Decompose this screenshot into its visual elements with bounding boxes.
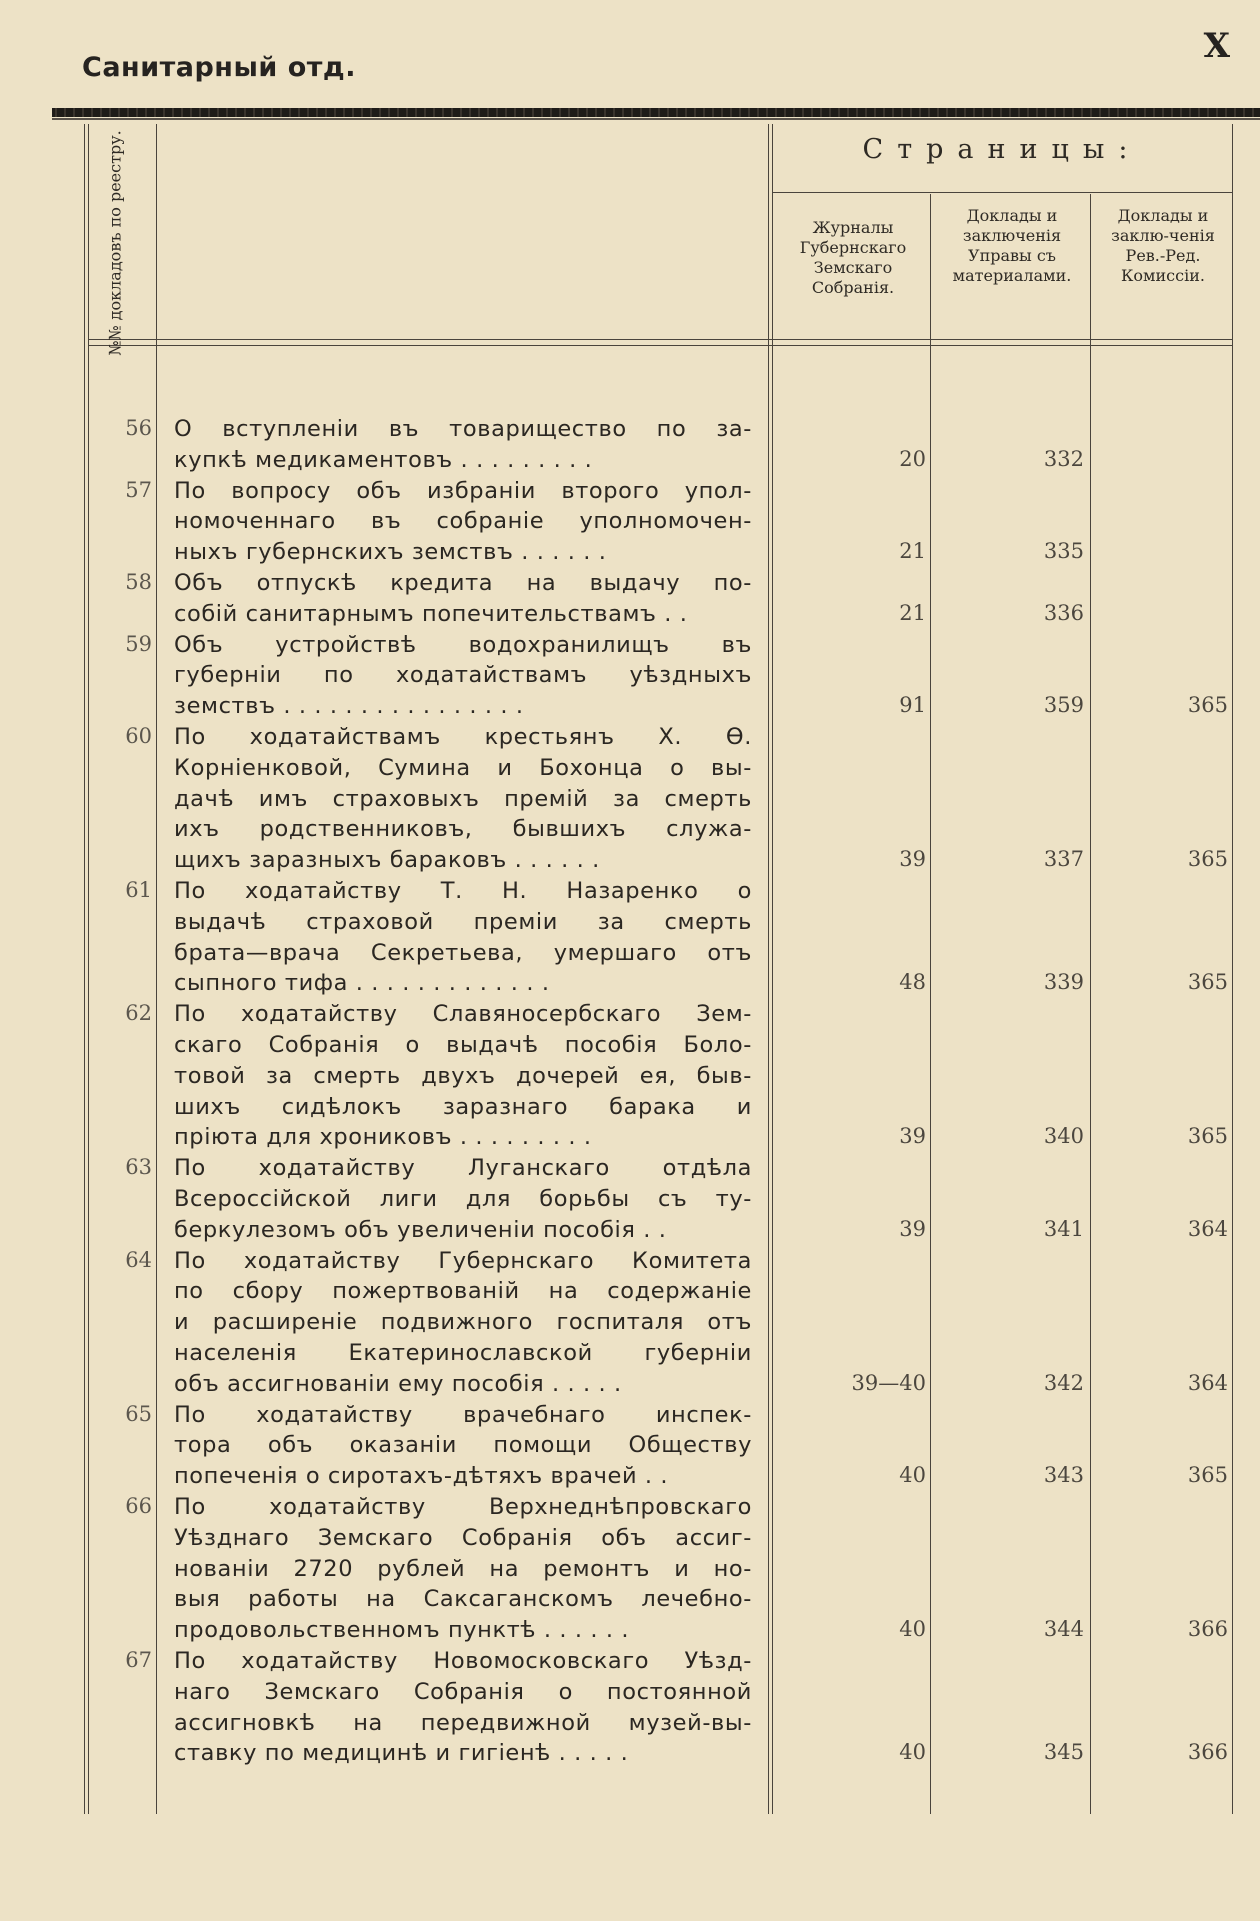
- row-number: 57: [125, 477, 152, 502]
- col-number-label: №№ докладовъ по реестру.: [106, 130, 125, 356]
- row-number: 65: [125, 1401, 152, 1426]
- row-title-line: сыпного тифа . . . . . . . . . . . . .: [174, 970, 550, 997]
- page-report: 337: [1043, 847, 1084, 872]
- row-title-line: По ходатайству Луганскаго отдѣла: [174, 1155, 752, 1182]
- row-title-line: О вступленіи въ товарищество по за-: [174, 416, 752, 442]
- row-title-line: По ходатайствамъ крестьянъ Х. Ѳ.: [174, 724, 752, 750]
- row-title-line: Уѣзднаго Земскаго Собранія объ ассиг-: [174, 1524, 752, 1551]
- page-journal: 40: [899, 1617, 926, 1642]
- row-title: [174, 999, 752, 1153]
- page-journal: 40: [899, 1463, 926, 1488]
- header-pages-title: Страницы:: [862, 134, 1142, 165]
- row-title-line: По ходатайству врачебнаго инспек-: [174, 1401, 752, 1428]
- page-commission: 365: [1187, 693, 1228, 718]
- row-title-line: ассигновкѣ на передвижной музей-вы-: [174, 1709, 752, 1736]
- page-journal: 91: [899, 693, 926, 718]
- page-journal: 39: [899, 847, 926, 872]
- row-title-line: Объ отпускѣ кредита на выдачу по-: [174, 570, 752, 596]
- page-report: 342: [1043, 1370, 1084, 1395]
- header-col-reports: Доклады и заключенія Управы съ материалами.: [952, 206, 1072, 285]
- row-number: 66: [125, 1494, 152, 1518]
- row-title-line: товой за смерть двухъ дочерей ея, быв-: [174, 1062, 752, 1089]
- page-commission: 366: [1187, 1617, 1228, 1642]
- header-col-commission: Доклады и заклю-ченія Рев.-Ред. Комиссіи.: [1111, 206, 1215, 285]
- page-report: 335: [1043, 539, 1084, 564]
- page-report: 339: [1043, 970, 1084, 995]
- row-title-line: По ходатайству Верхнеднѣпровскаго: [174, 1494, 752, 1520]
- row-number: 58: [125, 570, 152, 594]
- row-title: [174, 1492, 752, 1646]
- section-title: Санитарный отд.: [82, 52, 356, 83]
- row-title: [174, 722, 752, 876]
- page-number: X: [1203, 26, 1230, 66]
- page-journal: 20: [899, 446, 926, 471]
- row-title-line: шихъ сидѣлокъ заразнаго барака и: [174, 1093, 752, 1120]
- page-commission: 365: [1187, 970, 1228, 995]
- row-title-line: ихъ родственниковъ, бывшихъ служа-: [174, 816, 752, 843]
- row-title-line: и расширеніе подвижного госпиталя отъ: [174, 1309, 752, 1336]
- page-report: 343: [1043, 1463, 1084, 1488]
- page-report: 340: [1043, 1124, 1084, 1149]
- row-title-line: ставку по медицинѣ и гигіенѣ . . . . .: [174, 1740, 629, 1767]
- row-title-line: брата—врача Секретьева, умершаго отъ: [174, 939, 752, 966]
- page-journal: 21: [899, 600, 926, 625]
- header-col-journals: Журналы Губернскаго Земскаго Собранія.: [799, 218, 907, 297]
- row-title-line: По ходатайству Славяносербскаго Зем-: [174, 1001, 752, 1028]
- row-title-line: Объ устройствѣ водохранилищъ въ: [174, 631, 752, 658]
- row-title-line: По ходатайству Новомосковскаго Уѣзд-: [174, 1648, 752, 1674]
- page-report: 359: [1043, 693, 1084, 718]
- page-journal: 40: [899, 1740, 926, 1765]
- row-title-line: земствъ . . . . . . . . . . . . . . . .: [174, 693, 524, 720]
- row-title-line: попеченія о сиротахъ-дѣтяхъ врачей . .: [174, 1463, 669, 1490]
- row-title: [174, 876, 752, 999]
- row-number: 60: [125, 724, 152, 748]
- top-rule: [52, 108, 1260, 117]
- row-title: [174, 1153, 752, 1245]
- row-title-line: Корніенковой, Сумина и Бохонца о вы-: [174, 754, 752, 781]
- page-report: 344: [1043, 1617, 1084, 1642]
- row-title: [174, 568, 752, 630]
- row-title: [174, 414, 752, 476]
- row-title-line: щихъ заразныхъ бараковъ . . . . . .: [174, 847, 600, 874]
- row-title: [174, 1646, 752, 1769]
- page-journal: 39—40: [851, 1370, 926, 1395]
- page-journal: 48: [899, 970, 926, 995]
- row-number: 59: [125, 631, 152, 656]
- row-title-line: по сбору пожертвованій на содержаніе: [174, 1278, 752, 1305]
- row-number: 61: [125, 878, 152, 902]
- page-report: 336: [1043, 600, 1084, 625]
- page-commission: 364: [1187, 1370, 1228, 1395]
- row-title-line: пріюта для хрониковъ . . . . . . . . .: [174, 1124, 592, 1151]
- row-title-line: скаго Собранія о выдачѣ пособія Боло-: [174, 1031, 752, 1058]
- row-title-line: беркулезомъ объ увеличеніи пособія . .: [174, 1216, 667, 1243]
- page-commission: 365: [1187, 1124, 1228, 1149]
- row-title: [174, 630, 752, 722]
- page-report: 332: [1043, 446, 1084, 471]
- page-commission: 366: [1187, 1740, 1228, 1765]
- row-number: 67: [125, 1648, 152, 1672]
- header-col-number: [82, 130, 150, 356]
- row-title-line: выдачѣ страховой преміи за смерть: [174, 908, 752, 935]
- row-title-line: губерніи по ходатайствамъ уѣздныхъ: [174, 662, 752, 689]
- row-title: [174, 476, 752, 568]
- top-rule-thin: [52, 118, 1260, 120]
- row-title-line: выя работы на Саксаганскомъ лечебно-: [174, 1586, 752, 1613]
- page-commission: 364: [1187, 1216, 1228, 1241]
- row-title-line: тора объ оказаніи помощи Обществу: [174, 1432, 752, 1459]
- row-title-line: продовольственномъ пунктѣ . . . . . .: [174, 1617, 630, 1644]
- row-title-line: номоченнаго въ собраніе уполномочен-: [174, 508, 752, 535]
- row-title-line: дачѣ имъ страховыхъ премій за смерть: [174, 785, 752, 812]
- row-number: 64: [125, 1247, 152, 1272]
- row-title-line: объ ассигнованіи ему пособія . . . . .: [174, 1370, 622, 1397]
- row-title-line: купкѣ медикаментовъ . . . . . . . . .: [174, 446, 593, 473]
- row-title-line: собій санитарнымъ попечительствамъ . .: [174, 600, 688, 627]
- page-journal: 39: [899, 1124, 926, 1149]
- row-number: 62: [125, 1001, 152, 1026]
- row-title-line: наго Земскаго Собранія о постоянной: [174, 1678, 752, 1705]
- row-title-line: нованіи 2720 рублей на ремонтъ и но-: [174, 1555, 752, 1582]
- page-commission: 365: [1187, 847, 1228, 872]
- page-report: 345: [1043, 1740, 1084, 1765]
- row-number: 56: [125, 416, 152, 440]
- row-title-line: По ходатайству Т. Н. Назаренко о: [174, 878, 752, 904]
- page-report: 341: [1043, 1216, 1084, 1241]
- row-title-line: По вопросу объ избраніи второго упол-: [174, 477, 752, 504]
- row-title-line: По ходатайству Губернскаго Комитета: [174, 1247, 752, 1274]
- page-journal: 21: [899, 539, 926, 564]
- page-commission: 365: [1187, 1463, 1228, 1488]
- page-journal: 39: [899, 1216, 926, 1241]
- row-title: [174, 1400, 752, 1492]
- row-title-line: Всероссійской лиги для борьбы съ ту-: [174, 1185, 752, 1212]
- row-title: [174, 1246, 752, 1400]
- row-title-line: населенія Екатеринославской губерніи: [174, 1339, 752, 1366]
- row-title-line: ныхъ губернскихъ земствъ . . . . . .: [174, 539, 607, 566]
- row-number: 63: [125, 1155, 152, 1180]
